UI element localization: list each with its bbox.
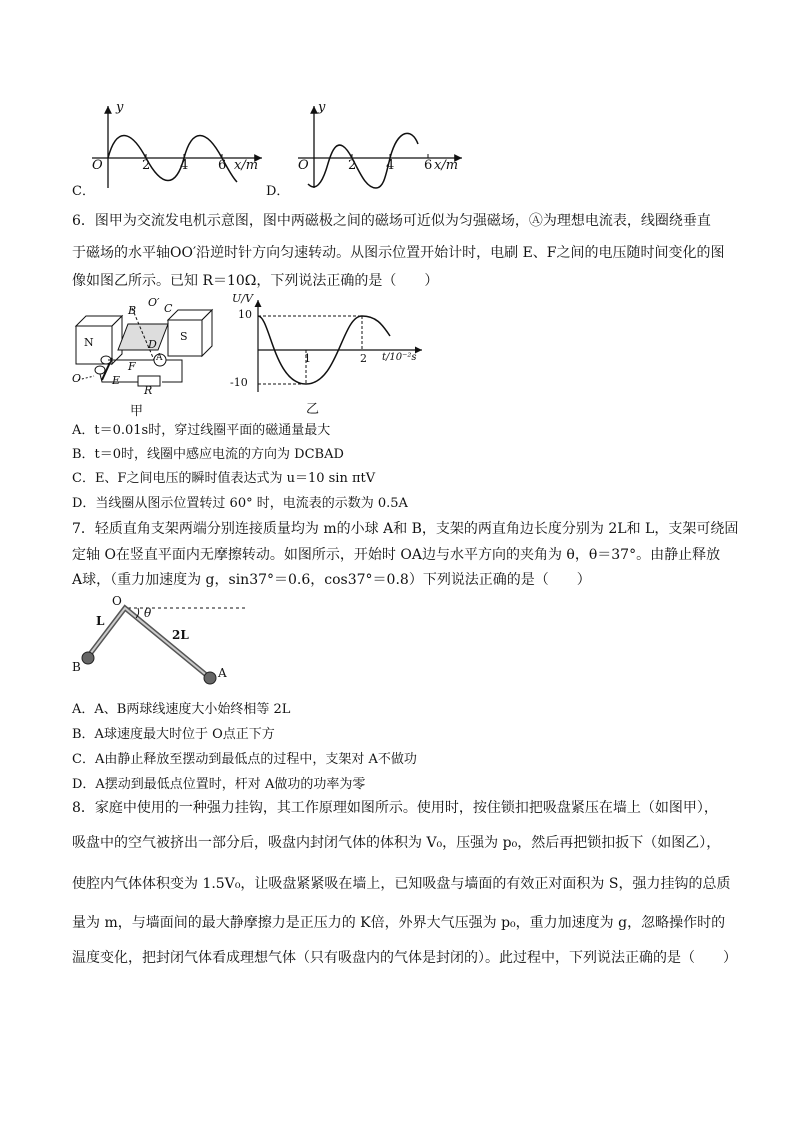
graph-c-svg bbox=[72, 96, 272, 196]
q6-option-b[interactable]: B．t＝0时，线圈中感应电流的方向为 DCBAD bbox=[72, 447, 344, 462]
q7-stem-line-1: 7．轻质直角支架两端分别连接质量均为 m的小球 A和 B，支架的两直角边长度分别为 2L和 L，支架可绕固 bbox=[72, 521, 739, 537]
q7-label-b: B bbox=[72, 660, 81, 674]
jia-label-n: N bbox=[84, 336, 94, 349]
graph-d-tick-4: 4 bbox=[386, 158, 395, 173]
q8-stem-line-3: 使腔内气体体积变为 1.5V₀，让吸盘紧紧吸在墙上，已知吸盘与墙面的有效正对面积为 S，强力挂钩的总质 bbox=[72, 876, 731, 892]
yi-caption: 乙 bbox=[306, 402, 320, 417]
jia-label-o-prime: O′ bbox=[148, 296, 160, 309]
q7-label-2l: 2L bbox=[172, 628, 189, 642]
q7-label-o: O bbox=[112, 594, 122, 608]
q8-stem-line-4: 量为 m，与墙面间的最大静摩擦力是正压力的 K倍，外界大气压强为 p₀，重力加速度为 g，忽略操作时的 bbox=[72, 915, 726, 931]
yi-x-tick-1: 1 bbox=[304, 352, 311, 365]
jia-label-d: D bbox=[148, 338, 157, 351]
jia-label-meter: A bbox=[156, 353, 163, 363]
q6-option-a[interactable]: A．t＝0.01s时，穿过线圈平面的磁通量最大 bbox=[72, 423, 331, 438]
q7-label-theta: θ bbox=[144, 606, 152, 620]
q7-label-a: A bbox=[218, 666, 227, 680]
yi-x-label: t/10⁻²s bbox=[382, 352, 417, 363]
q7-stem-line-2: 定轴 O在竖直平面内无摩擦转动。如图所示，开始时 OA边与水平方向的夹角为 θ，θ＝37°。由静止释放 bbox=[72, 547, 721, 563]
jia-label-s: S bbox=[180, 330, 188, 343]
jia-label-c: C bbox=[164, 302, 173, 315]
q6-stem-line-3: 像如图乙所示。已知 R＝10Ω，下列说法正确的是（ ） bbox=[72, 273, 439, 289]
graph-d bbox=[266, 96, 466, 199]
q8-stem-line-2: 吸盘中的空气被挤出一部分后，吸盘内封闭气体的体积为 V₀，压强为 p₀，然后再把锁扣扳下（如图乙）， bbox=[72, 835, 721, 851]
q7-option-c[interactable]: C．A由静止释放至摆动到最低点的过程中，支架对 A不做功 bbox=[72, 752, 417, 767]
jia-label-e: E bbox=[112, 374, 121, 387]
yi-x-tick-2: 2 bbox=[360, 352, 367, 365]
q6-figure-jia bbox=[72, 296, 222, 419]
q7-figure bbox=[72, 594, 252, 688]
graph-c-tick-4: 4 bbox=[180, 158, 189, 173]
graph-d-option-label: D． bbox=[266, 184, 290, 199]
q7-stem-line-3: A球，（重力加速度为 g，sin37°＝0.6，cos37°＝0.8）下列说法正确的是（ ） bbox=[72, 572, 591, 588]
generator-diagram bbox=[72, 298, 222, 398]
jia-label-f: F bbox=[128, 360, 136, 373]
yi-y-tick-neg10: -10 bbox=[230, 376, 248, 389]
q6-figure-yi bbox=[226, 292, 426, 417]
graph-d-tick-2: 2 bbox=[348, 158, 357, 173]
graph-d-y-label: y bbox=[318, 100, 326, 115]
jia-caption: 甲 bbox=[130, 404, 144, 419]
q6-stem-line-2: 于磁场的水平轴OO′沿逆时针方向匀速转动。从图示位置开始计时，电刷 E、F之间的电压随时间变化的图 bbox=[72, 245, 725, 261]
graph-c-option-label: C． bbox=[72, 184, 95, 199]
graph-d-svg bbox=[266, 96, 466, 196]
q7-label-l: L bbox=[96, 614, 105, 628]
yi-y-tick-10: 10 bbox=[238, 308, 252, 321]
q6-option-d[interactable]: D．当线圈从图示位置转过 60° 时，电流表的示数为 0.5A bbox=[72, 496, 408, 511]
q8-stem-line-5: 温度变化，把封闭气体看成理想气体（只有吸盘内的气体是封闭的）。此过程中，下列说法正确的是（ ） bbox=[72, 950, 737, 966]
graph-c-origin: O bbox=[92, 158, 103, 173]
yi-y-label: U/V bbox=[232, 292, 253, 305]
voltage-graph bbox=[226, 296, 426, 396]
q7-option-d[interactable]: D．A摆动到最低点位置时，杆对 A做功的功率为零 bbox=[72, 777, 366, 792]
jia-label-b: B bbox=[128, 304, 137, 317]
graph-c-x-label: x/m bbox=[234, 158, 259, 173]
q6-option-c[interactable]: C．E、F之间电压的瞬时值表达式为 u＝10 sin πtV bbox=[72, 471, 376, 486]
q8-stem-line-1: 8．家庭中使用的一种强力挂钩，其工作原理如图所示。使用时，按住锁扣把吸盘紧压在墙上（如图甲）， bbox=[72, 800, 718, 816]
graph-d-tick-6: 6 bbox=[424, 158, 433, 173]
graph-d-origin: O bbox=[298, 158, 309, 173]
graph-c-y-label: y bbox=[116, 100, 124, 115]
q7-option-a[interactable]: A．A、B两球线速度大小始终相等 2L bbox=[72, 702, 291, 717]
jia-label-o: O bbox=[72, 372, 82, 385]
graph-c-tick-6: 6 bbox=[218, 158, 227, 173]
graph-c bbox=[72, 96, 272, 199]
q7-option-b[interactable]: B．A球速度最大时位于 O点正下方 bbox=[72, 727, 275, 742]
q6-stem-line-1: 6．图甲为交流发电机示意图，图中两磁极之间的磁场可近似为匀强磁场，Ⓐ为理想电流表，线圈绕垂直 bbox=[72, 213, 711, 229]
graph-d-x-label: x/m bbox=[434, 158, 459, 173]
jia-label-r: R bbox=[144, 384, 153, 397]
graph-c-tick-2: 2 bbox=[142, 158, 151, 173]
